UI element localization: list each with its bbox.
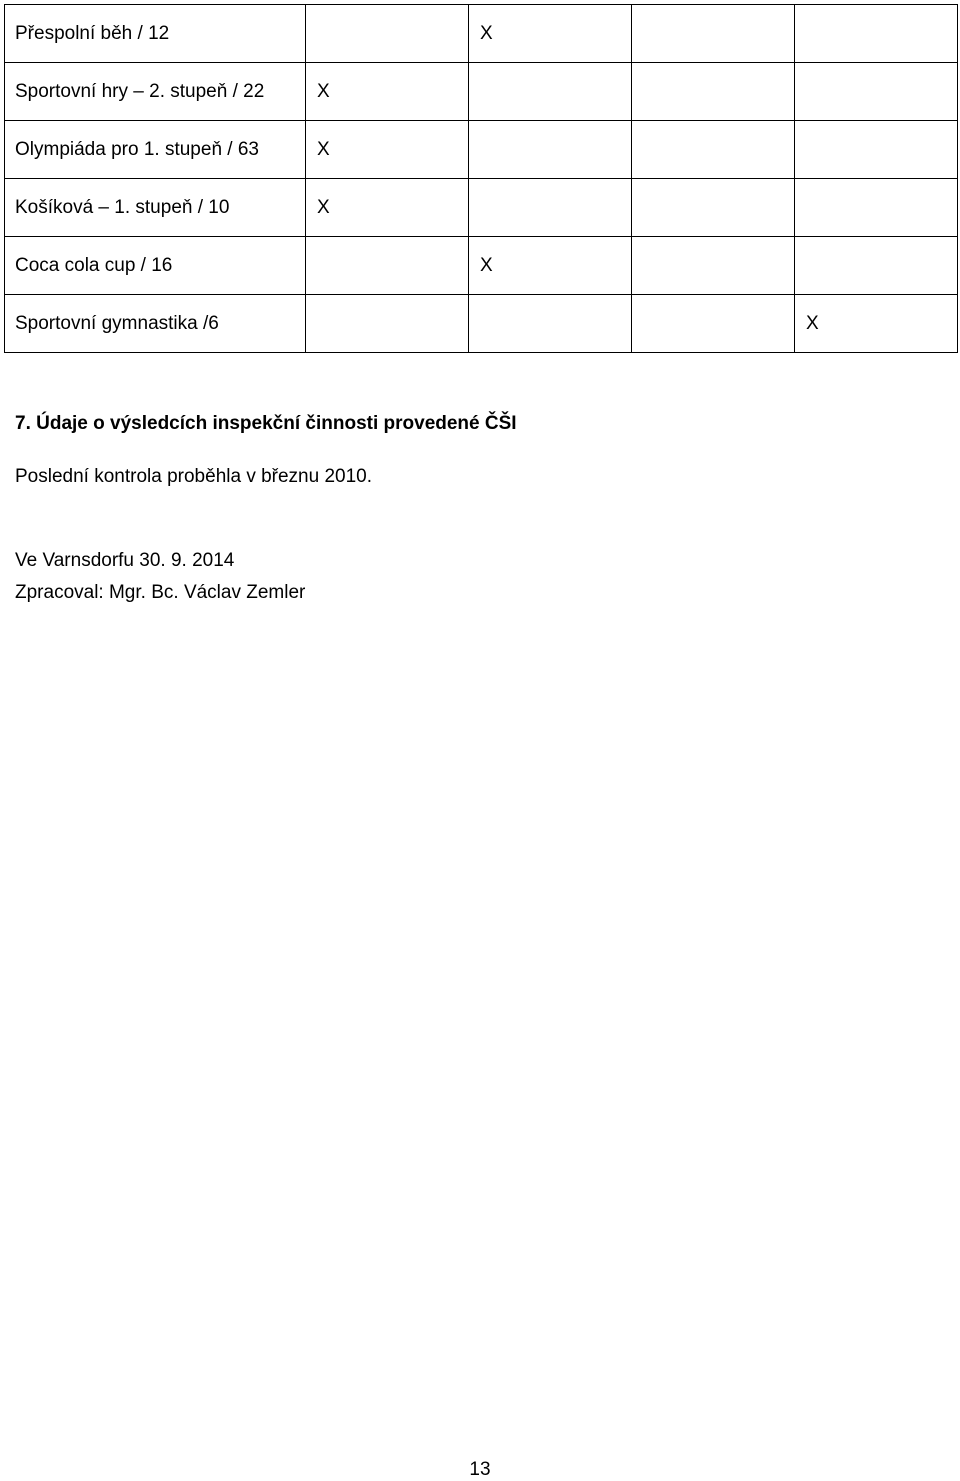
mark-cell: [306, 5, 469, 63]
mark-cell: [632, 5, 795, 63]
mark-cell: X: [306, 179, 469, 237]
table-row: [5, 237, 958, 295]
table-body: [5, 5, 958, 353]
mark-cell: X: [795, 295, 958, 353]
mark-cell: X: [306, 121, 469, 179]
mark-cell: [632, 63, 795, 121]
competition-name-cell: Přespolní běh / 12: [5, 5, 306, 63]
competition-name-cell: Košíková – 1. stupeň / 10: [5, 179, 306, 237]
author-text: Zpracoval: Mgr. Bc. Václav Zemler: [15, 582, 306, 603]
mark-cell: [632, 121, 795, 179]
competition-results-table: [4, 4, 958, 353]
page-number: [0, 1459, 960, 1481]
mark-cell: [306, 237, 469, 295]
last-inspection-text: Poslední kontrola proběhla v březnu 2010.: [15, 466, 373, 487]
mark-cell: [632, 295, 795, 353]
section-heading: 7. Údaje o výsledcích inspekční činnosti provedené ČŠI: [15, 413, 517, 434]
mark-cell: X: [469, 5, 632, 63]
place-date-text: Ve Varnsdorfu 30. 9. 2014: [15, 550, 235, 571]
table-row: [5, 295, 958, 353]
mark-cell: [306, 295, 469, 353]
mark-cell: [795, 121, 958, 179]
mark-cell: [632, 179, 795, 237]
mark-cell: [469, 295, 632, 353]
competition-name-cell: Coca cola cup / 16: [5, 237, 306, 295]
table-row: [5, 5, 958, 63]
mark-cell: [469, 63, 632, 121]
table-row: [5, 63, 958, 121]
mark-cell: [795, 63, 958, 121]
mark-cell: [469, 121, 632, 179]
mark-cell: [469, 179, 632, 237]
table-row: [5, 179, 958, 237]
page-number-text: 13: [469, 1459, 491, 1480]
competition-name-cell: Sportovní gymnastika /6: [5, 295, 306, 353]
mark-cell: X: [306, 63, 469, 121]
table-row: [5, 121, 958, 179]
mark-cell: [795, 179, 958, 237]
competition-name-cell: Olympiáda pro 1. stupeň / 63: [5, 121, 306, 179]
mark-cell: [632, 237, 795, 295]
competition-name-cell: Sportovní hry – 2. stupeň / 22: [5, 63, 306, 121]
mark-cell: X: [469, 237, 632, 295]
mark-cell: [795, 5, 958, 63]
mark-cell: [795, 237, 958, 295]
